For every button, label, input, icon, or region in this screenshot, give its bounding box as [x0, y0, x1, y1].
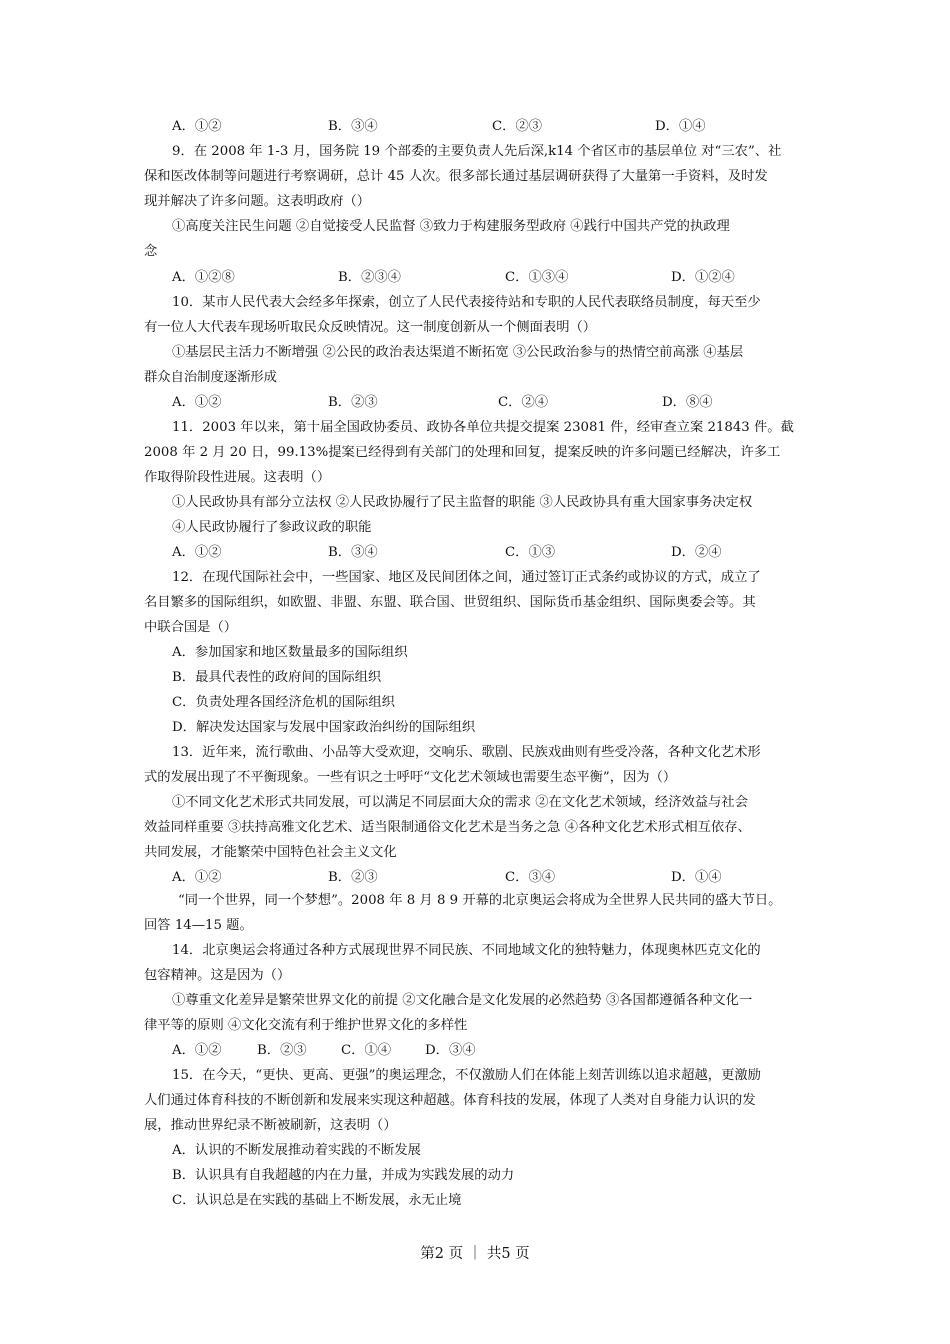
q11-statement-line: ④人民政协履行了参政议政的职能 [172, 520, 372, 535]
q8-option-d: D．①④ [655, 119, 706, 134]
q15-stem-line: 15．在今天，“更快、更高、更强”的奥运理念，不仅激励人们在体能上刻苦训练以追求超越，更激励 [172, 1068, 761, 1083]
q13-statement-line: 共同发展，才能繁荣中国特色社会主义文化 [144, 845, 397, 860]
q13-option-a: A．①② [172, 870, 222, 885]
q10-stem-line: 10．某市人民代表大会经多年探索，创立了人民代表接待站和专职的人民代表联络员制度，每天至少 [172, 295, 761, 310]
q12-stem-line: 名目繁多的国际组织，如欧盟、非盟、东盟、联合国、世贸组织、国际货币基金组织、国际奥委会等。其 [144, 595, 756, 610]
q14-option-d: D．③④ [425, 1043, 476, 1058]
q11-option-c: C．①③ [505, 545, 556, 560]
q9-stem-line: 现并解决了许多问题。这表明政府（） [144, 194, 371, 209]
q10-statement-line: 群众自治制度逐渐形成 [144, 370, 277, 385]
q15-option-b: B．认识具有自我超越的内在力量，并成为实践发展的动力 [172, 1168, 515, 1183]
q14-option-c: C．①④ [341, 1043, 392, 1058]
q9-option-a: A．①②⑧ [172, 270, 235, 285]
q10-statement-line: ①基层民主活力不断增强 ②公民的政治表达渠道不断拓宽 ③公民政治参与的热情空前高涨 ④基层 [172, 345, 744, 360]
q8-option-c: C．②③ [492, 119, 543, 134]
q8-option-b: B．③④ [328, 119, 378, 134]
q14-statement-line: ①尊重文化差异是繁荣世界文化的前提 ②文化融合是文化发展的必然趋势 ③各国都遵循各种文化一 [172, 993, 753, 1008]
q8-option-a: A．①② [172, 119, 222, 134]
q15-option-a: A．认识的不断发展推动着实践的不断发展 [172, 1143, 421, 1158]
q13-option-d: D．①④ [671, 870, 722, 885]
q10-option-b: B．②③ [328, 395, 378, 410]
q12-option-c: C．负责处理各国经济危机的国际组织 [172, 695, 395, 710]
q13-statement-line: ①不同文化艺术形式共同发展，可以满足不同层面大众的需求 ②在文化艺术领域，经济效益与社会 [172, 795, 748, 810]
q14-option-a: A．①② [172, 1043, 222, 1058]
q15-stem-line: 展，推动世界纪录不断被刷新，这表明（） [144, 1118, 397, 1133]
q11-option-b: B．③④ [328, 545, 378, 560]
q13-statement-line: 效益同样重要 ③扶持高雅文化艺术、适当限制通俗文化艺术是当务之急 ④各种文化艺术形式相互依存、 [144, 820, 751, 835]
q10-stem-line: 有一位人大代表车现场听取民众反映情况。这一制度创新从一个侧面表明（） [144, 320, 597, 335]
q9-option-c: C．①③④ [505, 270, 569, 285]
q14-stem-line: 14．北京奥运会将通过各种方式展现世界不同民族、不同地域文化的独特魅力，体现奥林匹克文化的 [172, 943, 761, 958]
q12-stem-line: 中联合国是（） [144, 620, 238, 635]
q12-stem-line: 12．在现代国际社会中，一些国家、地区及民间团体之间，通过签订正式条约或协议的方式，成立了 [172, 570, 761, 585]
q14-stem-line: 包容精神。这是因为（） [144, 968, 291, 983]
q15-stem-line: 人们通过体育科技的不断创新和发展来实现这种超越。体育科技的发展，体现了人类对自身能力认识的发 [144, 1093, 756, 1108]
q15-option-c: C．认识总是在实践的基础上不断发展，永无止境 [172, 1193, 462, 1208]
q10-option-a: A．①② [172, 395, 222, 410]
q14-option-b: B．②③ [257, 1043, 307, 1058]
q14-statement-line: 律平等的原则 ④文化交流有利于维护世界文化的多样性 [144, 1018, 468, 1033]
q9-stem-line: 9．在 2008 年 1-3 月，国务院 19 个部委的主要负责人先后深,k14 个省区市的基层单位 对“三农”、社 [172, 144, 782, 159]
q11-stem-line: 2008 年 2 月 20 日，99.13%提案已经得到有关部门的处理和回复，提案反映的许多问题已经解决，许多工 [144, 445, 781, 460]
q9-stem-line: 保和医改体制等问题进行考察调研，总计 45 人次。很多部长通过基层调研获得了大量第一手资料，及时发 [144, 169, 768, 184]
q12-option-a: A．参加国家和地区数量最多的国际组织 [172, 645, 408, 660]
q9-statement-line: 念 [144, 244, 158, 259]
q10-option-c: C．②④ [498, 395, 549, 410]
q11-stem-line: 作取得阶段性进展。这表明（） [144, 470, 331, 485]
q11-stem-line: 11．2003 年以来，第十届全国政协委员、政协各单位共提交提案 23081 件，经审查立案 21843 件。截 [172, 420, 794, 435]
q13-stem-line: 13．近年来，流行歌曲、小品等大受欢迎，交响乐、歌剧、民族戏曲则有些受冷落，各种文化艺术形 [172, 745, 761, 760]
q10-option-d: D．⑧④ [662, 395, 713, 410]
q11-option-a: A．①② [172, 545, 222, 560]
q12-option-d: D．解决发达国家与发展中国家政治纠纷的国际组织 [172, 720, 476, 735]
q13-option-b: B．②③ [328, 870, 378, 885]
q13-option-c: C．③④ [505, 870, 556, 885]
q12-option-b: B．最具代表性的政府间的国际组织 [172, 670, 382, 685]
q9-option-b: B．②③④ [338, 270, 401, 285]
q14-15-intro-line: “同一个世界，同一个梦想”。2008 年 8 月 8 9 开幕的北京奥运会将成为全世界人民共同的盛大节日。 [178, 893, 782, 908]
page-footer: 第2 页 ｜ 共5 页 [420, 1246, 530, 1262]
q13-stem-line: 式的发展出现了不平衡现象。一些有识之士呼吁“文化艺术领域也需要生态平衡”，因为（） [144, 770, 677, 785]
q9-statement-line: ①高度关注民生问题 ②自觉接受人民监督 ③致力于构建服务型政府 ④践行中国共产党的执政理 [172, 219, 730, 234]
q9-option-d: D．①②④ [671, 270, 735, 285]
q11-option-d: D．②④ [671, 545, 722, 560]
q11-statement-line: ①人民政协具有部分立法权 ②人民政协履行了民主监督的职能 ③人民政协具有重大国家事务决定权 [172, 495, 753, 510]
q14-15-intro-line: 回答 14—15 题。 [144, 918, 253, 933]
